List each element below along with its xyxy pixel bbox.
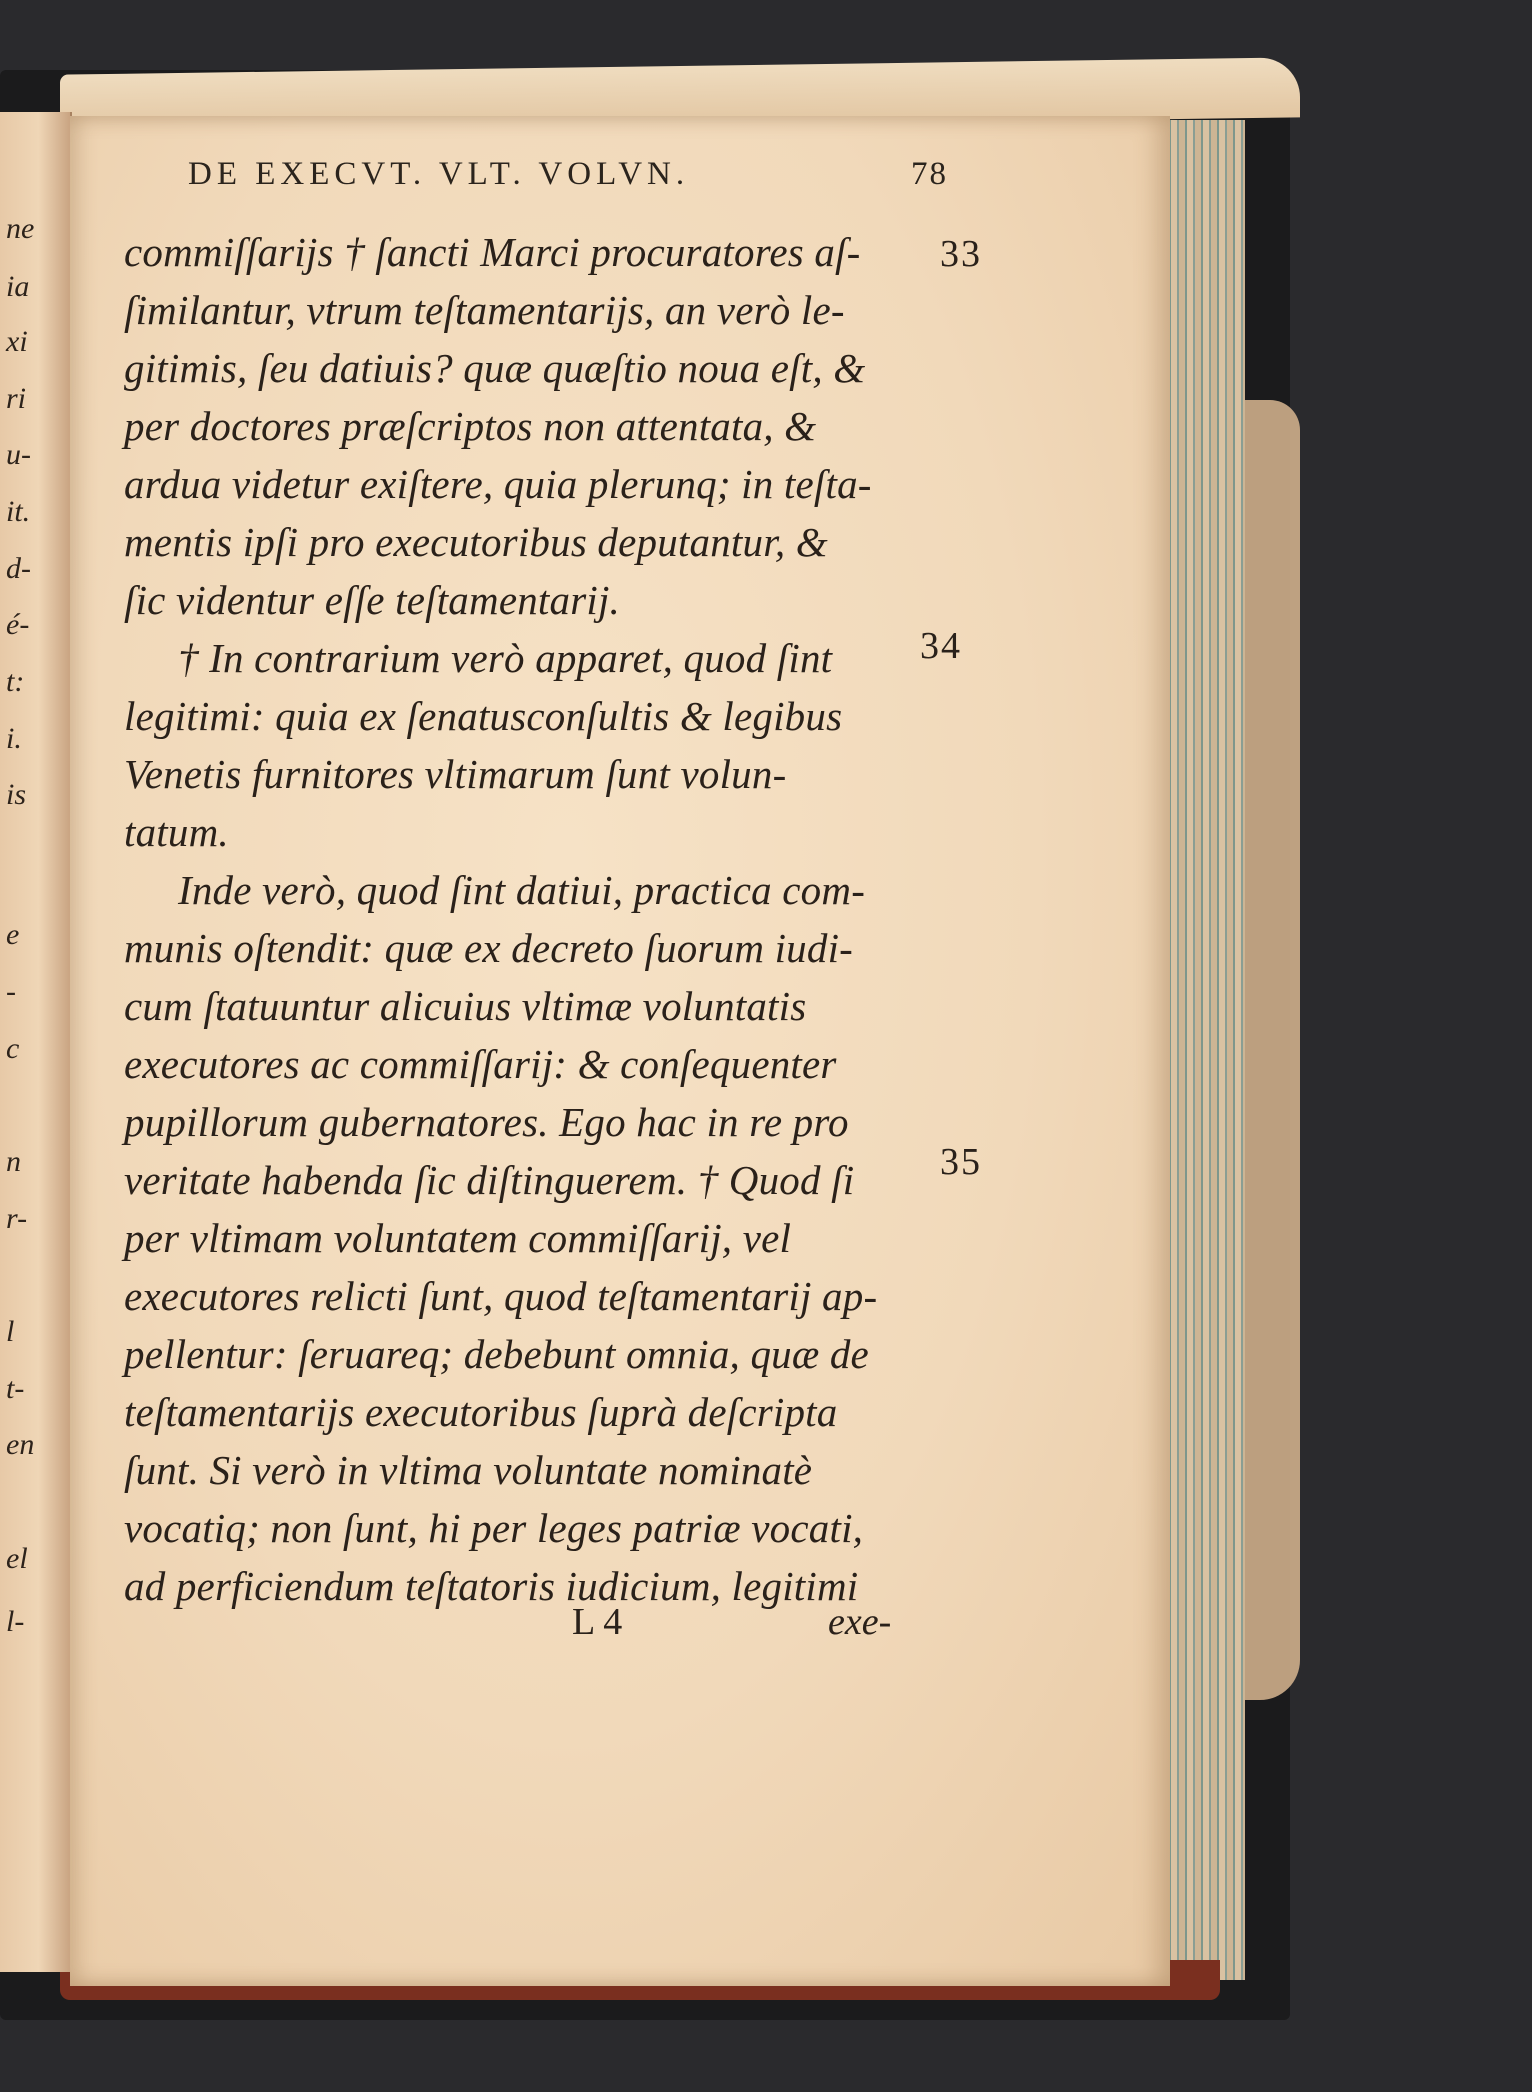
left-fragment: r-: [6, 1202, 28, 1235]
left-fragment: is: [6, 778, 27, 811]
text-line: cum ſtatuuntur alicuius vltimæ voluntatis: [124, 983, 807, 1029]
text-line: pellentur: ſeruareq; debebunt omnia, quæ de: [124, 1331, 869, 1377]
left-fragment: el: [6, 1542, 28, 1575]
text-line: munis oſtendit: quæ ex decreto ſuorum iudi-: [124, 925, 854, 971]
text-line: ad perficiendum teſtatoris iudicium, legitimi: [124, 1563, 859, 1609]
left-fragment: en: [6, 1428, 35, 1461]
text-line: executores ac commiſſarij: & conſequenter: [124, 1041, 837, 1087]
left-fragment: i.: [6, 722, 22, 755]
left-fragment: xi: [6, 325, 28, 358]
text-line: ſimilantur, vtrum teſtamentarijs, an verò le-: [124, 287, 845, 333]
text-line: Inde verò, quod ſint datiui, practica com-: [178, 867, 866, 913]
left-fragment: l-: [6, 1605, 25, 1638]
text-line: veritate habenda ſic diſtinguerem. † Quod ſi: [124, 1157, 855, 1203]
text-line: pupillorum gubernatores. Ego hac in re pro: [124, 1099, 849, 1145]
running-title: DE EXECVT. VLT. VOLVN.: [188, 156, 690, 192]
left-fragment: é-: [6, 608, 30, 641]
margin-number: 34: [920, 625, 962, 667]
catchword: exe-: [828, 1601, 892, 1643]
text-line: gitimis, ſeu datiuis? quæ quæſtio noua eſt, &: [124, 345, 866, 391]
text-line: commiſſarijs † ſancti Marci procuratores aſ-: [124, 229, 861, 275]
left-fragment: ia: [6, 270, 30, 303]
page-number: 78: [911, 156, 948, 192]
text-line: ardua videtur exiſtere, quia plerunq; in teſta-: [124, 461, 872, 507]
left-fragment: t-: [6, 1372, 25, 1405]
left-fragment: c: [6, 1032, 20, 1065]
text-line: legitimi: quia ex ſenatusconſultis & legibus: [124, 693, 843, 739]
text-line: per vltimam voluntatem commiſſarij, vel: [124, 1215, 792, 1261]
text-line: ſunt. Si verò in vltima voluntate nominatè: [124, 1447, 813, 1493]
left-page: [0, 112, 72, 1972]
text-line: vocatiq; non ſunt, hi per leges patriæ vocati,: [124, 1505, 864, 1551]
text-line: † In contrarium verò apparet, quod ſint: [178, 635, 833, 681]
margin-number: 35: [940, 1141, 982, 1183]
text-line: teſtamentarijs executoribus ſuprà deſcripta: [124, 1389, 838, 1435]
text-line: per doctores præſcriptos non attentata, &: [124, 403, 817, 449]
margin-number: 33: [940, 233, 982, 275]
left-fragment: n: [6, 1145, 21, 1178]
left-fragment: it.: [6, 495, 31, 528]
left-fragment: -: [6, 975, 16, 1008]
left-fragment: ne: [6, 212, 35, 245]
left-fragment: ri: [6, 382, 27, 415]
signature-mark: L 4: [572, 1601, 623, 1643]
left-fragment: d-: [6, 552, 31, 585]
running-header: [188, 156, 948, 193]
text-line: ſic videntur eſſe teſtamentarij.: [124, 577, 620, 623]
left-fragment: t:: [6, 665, 25, 698]
text-line: Venetis furnitores vltimarum ſunt volun-: [124, 751, 787, 797]
text-line: tatum.: [124, 809, 229, 855]
left-fragment: u-: [6, 438, 31, 471]
left-fragment: l: [6, 1315, 15, 1348]
text-line: mentis ipſi pro executoribus deputantur, &: [124, 519, 828, 565]
left-fragment: e: [6, 918, 20, 951]
text-line: executores relicti ſunt, quod teſtamentarij ap-: [124, 1273, 878, 1319]
